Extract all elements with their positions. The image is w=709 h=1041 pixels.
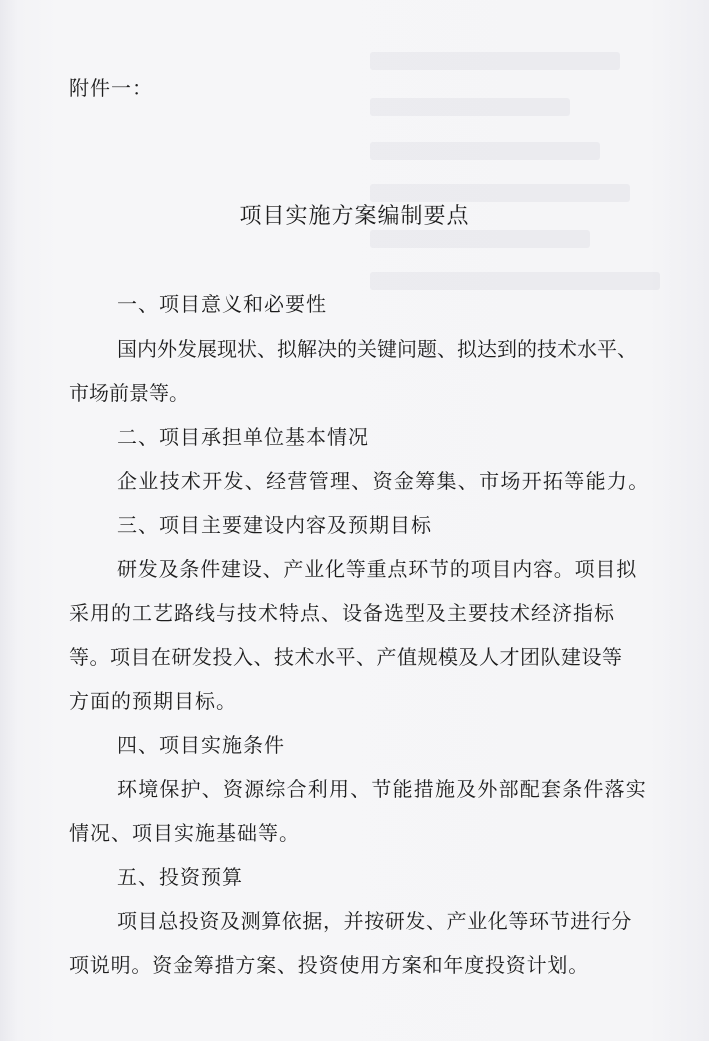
body-text-line: 研发及条件建设、产业化等重点环节的项目内容。项目拟 [117,557,637,581]
section-heading: 二、项目承担单位基本情况 [117,425,369,449]
body-text-line: 等。项目在研发投入、技术水平、产值规模及人才团队建设等 [69,645,623,669]
body-text-line: 市场前景等。 [69,381,189,405]
attachment-label: 附件一： [69,76,153,100]
section-heading: 五、投资预算 [117,865,243,889]
section-heading: 三、项目主要建设内容及预期目标 [117,513,432,537]
bleed-through-mark [370,142,600,160]
page-title: 项目实施方案编制要点 [239,204,470,229]
bleed-through-mark [370,98,570,116]
section-heading: 四、项目实施条件 [117,733,285,757]
bleed-through-mark [370,272,660,290]
bleed-through-mark [370,52,620,70]
body-text-line: 采用的工艺路线与技术特点、设备选型及主要技术经济指标 [69,601,615,625]
body-text-line: 情况、项目实施基础等。 [69,821,300,845]
body-text-line: 项目总投资及测算依据，并按研发、产业化等环节进行分 [117,909,632,933]
body-text-line: 企业技术开发、经营管理、资金筹集、市场开拓等能力。 [117,469,650,493]
section-heading: 一、项目意义和必要性 [117,292,327,316]
bleed-through-mark [370,230,590,248]
body-text-line: 方面的预期目标。 [69,689,237,713]
body-text-line: 国内外发展现状、拟解决的关键问题、拟达到的技术水平、 [117,337,637,361]
body-text-line: 环境保护、资源综合利用、节能措施及外部配套条件落实 [117,777,647,801]
body-text-line: 项说明。资金筹措方案、投资使用方案和年度投资计划。 [69,953,589,977]
